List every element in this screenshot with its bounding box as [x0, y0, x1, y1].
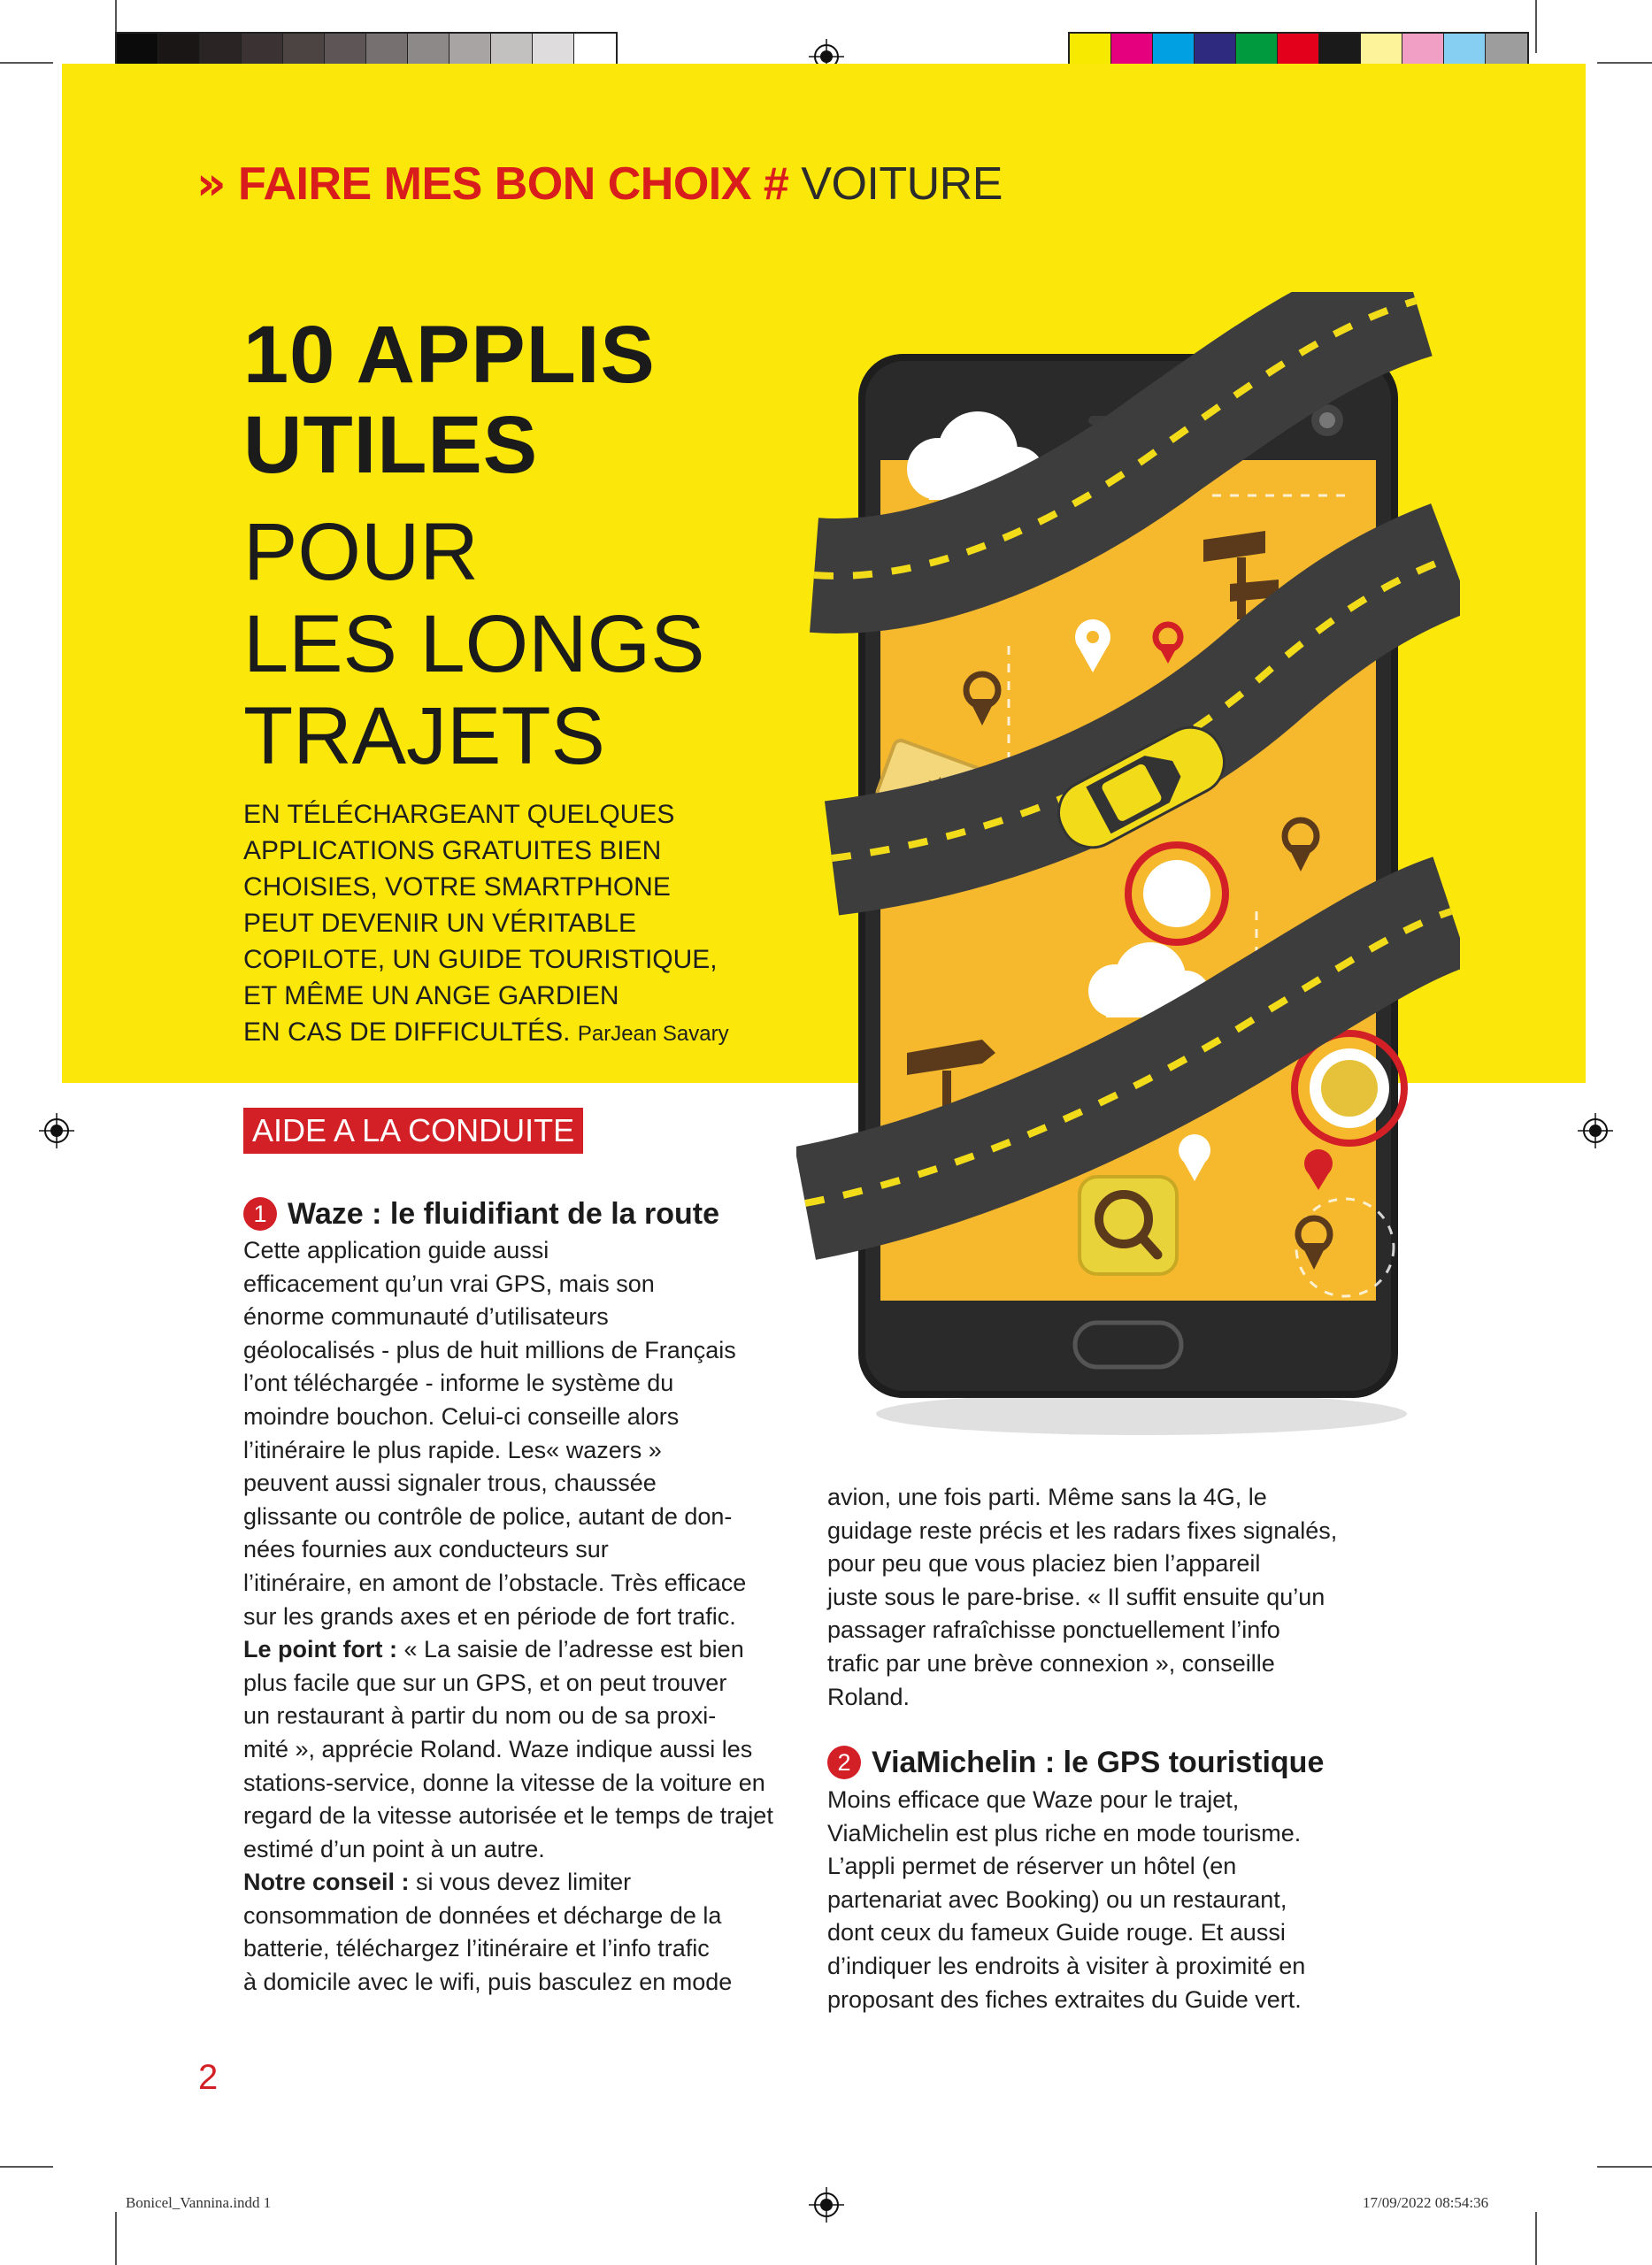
registration-mark-icon — [39, 1113, 74, 1148]
double-chevron-icon: » — [196, 157, 227, 211]
section-tag: AIDE A LA CONDUITE — [243, 1108, 583, 1154]
app1-heading — [243, 1196, 719, 1232]
column-left: Cette application guide aussi efficacement qu’un vrai GPS, mais son énorme communauté d’utilisateurs géolocalisés - plus de huit millions de Français l’ont téléchargée - informe le système du moindre bouchon. Celui-ci conseille alors l’itinéraire le plus rapide. Les« wazers » peuvent aussi signaler trous, chaussée glissante ou contrôle de police, autant de don- nées fournies aux conducteurs sur l’itinéraire, en amont de l’obstacle. Très efficace sur les grands axes et en période de fort trafic. Le point fort : « La saisie de l’adresse est bien plus facile que sur un GPS, et on peut trouver un restaurant à partir du nom ou de sa proxi- mité », apprécie Roland. Waze indique aussi les stations-service, donne la vitesse de la voiture en regard de la vitesse autorisée et le temps de trajet estimé d’un point à un autre. Notre conseil : si vous devez limiter consommation de données et décharge de la batterie, téléchargez l’itinéraire et l’info trafic à domicile avec le wifi, puis basculez en mode — [243, 1237, 773, 1996]
registration-mark-icon — [1578, 1113, 1613, 1148]
app1-title: Waze : le fluidifiant de la route — [288, 1197, 720, 1231]
svg-text:★: ★ — [920, 768, 954, 806]
point-fort-label: Le point fort : — [243, 1636, 397, 1663]
headline-line: UTILES — [243, 400, 539, 490]
headline-bold — [243, 310, 656, 490]
app2-title: ViaMichelin : le GPS touristique — [872, 1746, 1325, 1779]
app2-heading — [827, 1745, 1324, 1780]
column-right-continued: avion, une fois parti. Même sans la 4G, le guidage reste précis et les radars fixes signalés, pour peu que vous placiez bien l’appareil juste sous le pare-brise. « Il suffit ensuite qu’un passager rafraîchisse ponctuellement l’info trafic par une brève connexion », conseille Roland. — [827, 1484, 1338, 1710]
column-right-app2: Moins efficace que Waze pour le trajet, ViaMichelin est plus riche en mode tourisme. L’appli permet de réserver un hôtel (en partenariat avec Booking) ou un restaurant, dont ceux du fameux Guide rouge. Et aussi d’indiquer les endroits à visiter à proximité en proposant des fiches extraites du Guide vert. — [827, 1786, 1306, 2013]
headline-line: TRAJETS — [243, 691, 605, 781]
rubric-category: VOITURE — [801, 158, 1003, 210]
standfirst: EN TÉLÉCHARGEANT QUELQUES APPLICATIONS GRATUITES BIEN CHOISIES, VOTRE SMARTPHONE PEUT DEVENIR UN VÉRITABLE COPILOTE, UN GUIDE TOURISTIQUE, ET MÊME UN ANGE GARDIEN EN CAS DE DIFFICULTÉS. ParJean Savary — [243, 800, 729, 1047]
slug-filename: Bonicel_Vannina.indd 1 — [126, 2194, 272, 2211]
headline-line: LES LONGS — [243, 599, 705, 689]
rubric-kicker — [196, 156, 1003, 212]
page-number: 2 — [198, 2058, 219, 2097]
byline: ParJean Savary — [577, 1022, 729, 1046]
smartphone-road-illustration — [796, 292, 1460, 1442]
conseil-label: Notre conseil : — [243, 1869, 410, 1896]
headline-light — [243, 506, 705, 782]
headline-line: POUR — [243, 507, 479, 597]
slug-timestamp: 17/09/2022 08:54:36 — [1363, 2194, 1489, 2211]
item-number-badge: 2 — [827, 1746, 861, 1779]
rubric-label: FAIRE MES BON CHOIX # — [238, 158, 789, 210]
search-app-icon — [1080, 1177, 1177, 1274]
registration-mark-icon — [809, 2187, 844, 2223]
headline-line: 10 APPLIS — [243, 310, 656, 400]
item-number-badge: 1 — [243, 1197, 277, 1231]
